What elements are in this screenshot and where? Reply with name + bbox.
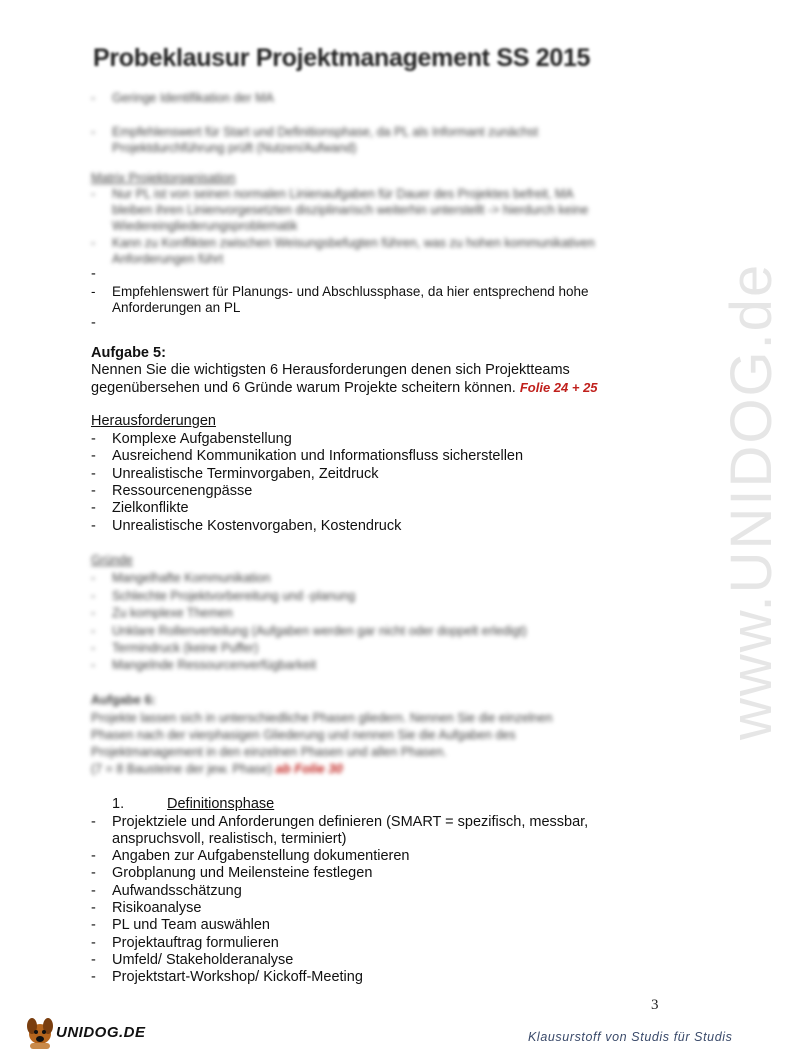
task-label: Aufgabe 5: xyxy=(91,345,166,361)
list-item: Anforderungen an PL xyxy=(112,300,241,315)
list-item: Aufwandsschätzung xyxy=(112,883,242,899)
list-dash: - xyxy=(91,589,96,603)
unidog-logo xyxy=(22,1012,152,1052)
list-dash: - xyxy=(91,91,96,105)
list-dash: - xyxy=(91,483,96,499)
list-dash: - xyxy=(91,848,96,864)
list-item: Ressourcenengpässe xyxy=(112,483,253,499)
list-dash: - xyxy=(91,658,96,672)
list-dash: - xyxy=(91,883,96,899)
list-dash: - xyxy=(91,187,96,201)
list-dash: - xyxy=(91,518,96,534)
list-item: Mangelnde Ressourcenverfügbarkeit xyxy=(112,658,317,672)
list-item: Unrealistische Terminvorgaben, Zeitdruck xyxy=(112,466,379,482)
list-item: Projektstart-Workshop/ Kickoff-Meeting xyxy=(112,969,363,985)
list-item: Projektziele und Anforderungen definieren (SMART = spezifisch, messbar, xyxy=(112,814,589,830)
list-dash: - xyxy=(91,641,96,655)
task-question: Nennen Sie die wichtigsten 6 Herausforderungen denen sich Projektteams xyxy=(91,362,570,378)
section-heading: Herausforderungen xyxy=(91,413,216,429)
list-item: Geringe Identifikation der MA xyxy=(112,91,274,105)
list-item: Projektdurchführung prüft (Nutzen/Aufwand) xyxy=(112,141,357,155)
page-number: 3 xyxy=(651,997,659,1013)
list-item: anspruchsvoll, realistisch, terminiert) xyxy=(112,831,347,847)
section-heading: Matrix Projektorganisation xyxy=(91,171,236,185)
list-dash: - xyxy=(91,900,96,916)
list-item: Empfehlenswert für Planungs- und Abschlussphase, da hier entsprechend hohe xyxy=(112,284,589,299)
list-item: Anforderungen führt xyxy=(112,252,224,266)
slide-reference: ab Folie 30 xyxy=(275,761,343,776)
watermark-text: www.UNIDOG.de xyxy=(719,262,784,740)
list-dash: - xyxy=(91,917,96,933)
list-item: Angaben zur Aufgabenstellung dokumentieren xyxy=(112,848,410,864)
list-dash: - xyxy=(91,266,96,282)
phase-number: 1. xyxy=(112,796,125,812)
logo-text: UNIDOG.DE xyxy=(56,1024,146,1041)
list-item: Kann zu Konflikten zwischen Weisungsbefugten führen, was zu hohen kommunikativen xyxy=(112,236,595,250)
list-item: Risikoanalyse xyxy=(112,900,202,916)
list-item: Schlechte Projektvorbereitung und -planung xyxy=(112,589,356,603)
list-dash: - xyxy=(91,315,96,331)
list-item: Nur PL ist von seinen normalen Linienaufgaben für Dauer des Projektes befreit, MA xyxy=(112,187,574,201)
footer-tagline: Klausurstoff von Studis für Studis xyxy=(528,1030,733,1044)
list-item: Ausreichend Kommunikation und Informationsfluss sicherstellen xyxy=(112,448,524,464)
list-item: Termindruck (keine Puffer) xyxy=(112,641,259,655)
list-item: Mangelhafte Kommunikation xyxy=(112,571,271,585)
task-question-text: gegenübersehen und 6 Gründe warum Projekte scheitern können. xyxy=(91,380,516,396)
list-dash: - xyxy=(91,236,96,250)
list-item: Komplexe Aufgabenstellung xyxy=(112,431,292,447)
list-dash: - xyxy=(91,624,96,638)
page-title: Probeklausur Projektmanagement SS 2015 xyxy=(93,44,591,72)
watermark xyxy=(660,262,784,740)
list-item: Zu komplexe Themen xyxy=(112,606,233,620)
list-dash: - xyxy=(91,571,96,585)
list-item: Unrealistische Kostenvorgaben, Kostendruck xyxy=(112,518,402,534)
list-item: Unklare Rollenverteilung (Aufgaben werden gar nicht oder doppelt erledigt) xyxy=(112,624,527,638)
list-item: Grobplanung und Meilensteine festlegen xyxy=(112,865,373,881)
list-dash: - xyxy=(91,125,96,139)
dog-icon xyxy=(22,1012,58,1052)
list-dash: - xyxy=(91,865,96,881)
task-question: Phasen nach der vierphasigen Gliederung und nennen Sie die Aufgaben des xyxy=(91,728,516,742)
list-dash: - xyxy=(91,448,96,464)
section-heading: Gründe xyxy=(91,553,133,567)
task-question xyxy=(91,379,598,397)
list-dash: - xyxy=(91,606,96,620)
phase-heading: Definitionsphase xyxy=(167,796,275,812)
list-dash: - xyxy=(91,935,96,951)
task-label: Aufgabe 6: xyxy=(91,693,156,707)
task-question: Projekte lassen sich in unterschiedliche Phasen gliedern. Nennen Sie die einzelnen xyxy=(91,711,553,725)
task-points-text: (7 = 8 Bausteine der jew. Phase) xyxy=(91,762,273,776)
list-item: Wiedereingliederungsproblematik xyxy=(112,219,298,233)
list-dash: - xyxy=(91,284,96,299)
list-dash: - xyxy=(91,814,96,830)
list-dash: - xyxy=(91,952,96,968)
task-question: Projektmanagement in den einzelnen Phasen und allen Phasen. xyxy=(91,745,447,759)
list-item: Zielkonflikte xyxy=(112,500,189,516)
list-item: Umfeld/ Stakeholderanalyse xyxy=(112,952,294,968)
list-dash: - xyxy=(91,500,96,516)
list-item: bleiben ihren Linienvorgesetzten disziplinarisch weiterhin unterstellt -> hierdurch keine xyxy=(112,203,589,217)
task-points xyxy=(91,761,343,777)
list-dash: - xyxy=(91,969,96,985)
list-item: PL und Team auswählen xyxy=(112,917,270,933)
list-dash: - xyxy=(91,431,96,447)
list-dash: - xyxy=(91,466,96,482)
list-item: Projektauftrag formulieren xyxy=(112,935,279,951)
list-item: Empfehlenswert für Start und Definitionsphase, da PL als Informant zunächst xyxy=(112,125,539,139)
slide-reference: Folie 24 + 25 xyxy=(519,380,598,395)
